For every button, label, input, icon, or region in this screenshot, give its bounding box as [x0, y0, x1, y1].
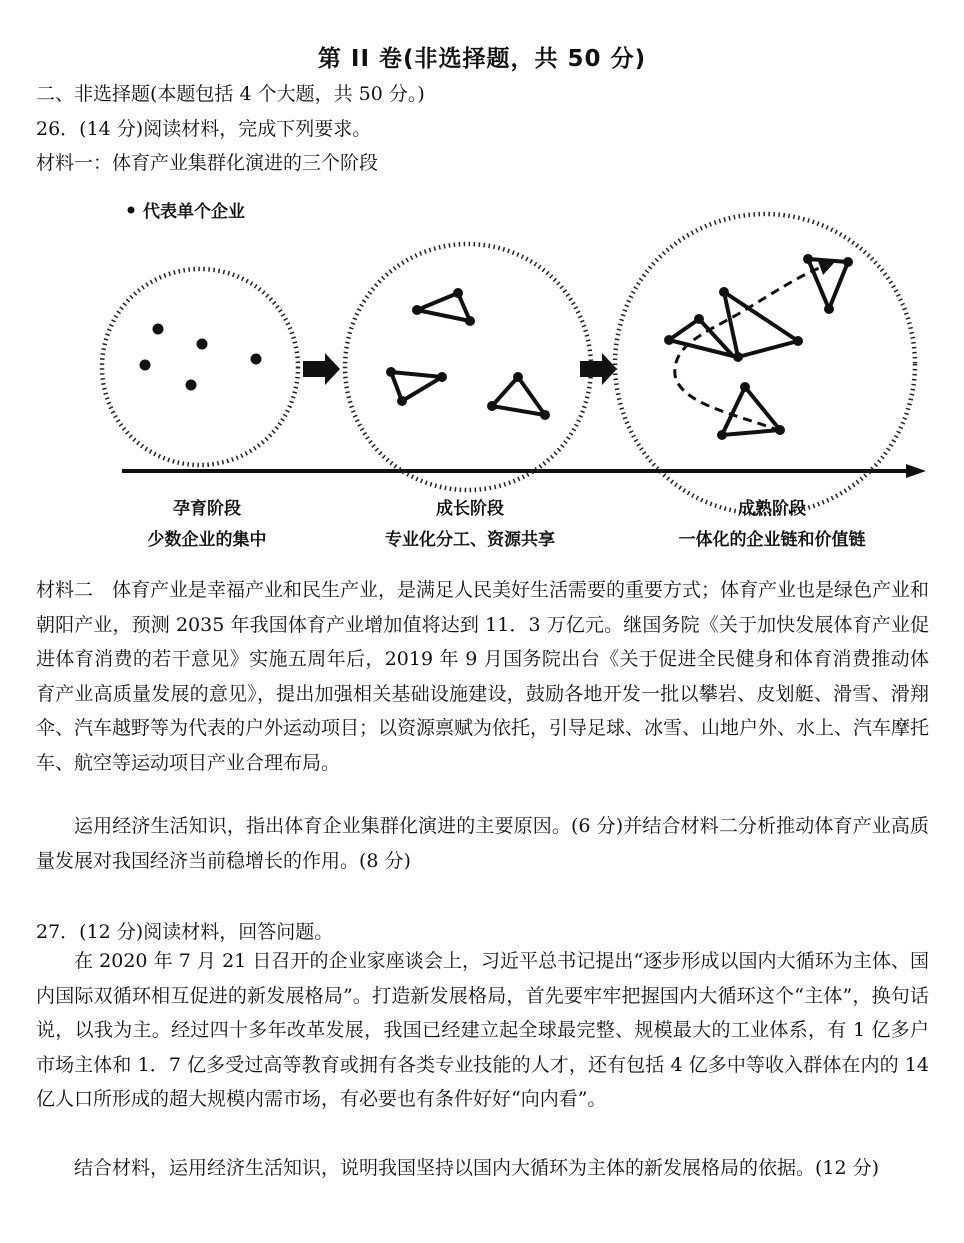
progress-arrow — [122, 464, 926, 478]
stage3-name: 成熟阶段 — [738, 499, 806, 519]
q27-material: 在 2020 年 7 月 21 日召开的企业家座谈会上，习近平总书记提出“逐步形成以国内大循环为主体、国内国际双循环相互促进的新发展格局”。打造新发展格局，首先要牢牢把握国内大循环这个“主体”，换句话说，以我为主。经过四十多年改革发展，我国已经建立起全球最完整、规模最大的工业体系，有 1 亿多户市场主体和 1．7 亿多受过高等教育或拥有各类专业技能的人才，还有包括 4 亿多中等收入群体在内的 14 亿人口所形成的超大规模内需市场，有必要也有条件好好“向内看”。 — [36, 950, 929, 1111]
q27-question: 结合材料，运用经济生活知识，说明我国坚持以国内大循环为主体的新发展格局的依据。(12 分) — [74, 1157, 880, 1179]
stage1-desc: 少数企业的集中 — [147, 530, 267, 550]
part-heading: 二、非选择题(本题包括 4 个大题，共 50 分。) — [36, 83, 425, 105]
legend — [128, 201, 246, 222]
legend-label: 代表单个企业 — [143, 202, 245, 222]
q26-question: 运用经济生活知识，指出体育企业集群化演进的主要原因。(6 分)并结合材料二分析推动体育产业高质量发展对我国经济当前稳增长的作用。(8 分) — [36, 815, 929, 872]
stage1-circle — [102, 269, 298, 465]
stage-arrow-icon — [303, 353, 340, 385]
material1-title: 材料一：体育产业集群化演进的三个阶段 — [36, 152, 379, 174]
stage2-name: 成长阶段 — [436, 499, 504, 519]
q27-header: 27．(12 分)阅读材料，回答问题。 — [36, 921, 334, 943]
stage3-desc: 一体化的企业链和价值链 — [678, 530, 866, 550]
stage2-circle — [345, 244, 591, 490]
stage2-desc: 专业化分工、资源共享 — [385, 530, 555, 550]
material2-text: 材料二 体育产业是幸福产业和民生产业，是满足人民美好生活需要的重要方式；体育产业也是绿色产业和朝阳产业，预测 2035 年我国体育产业增加值将达到 11．3 万亿元。继国务院《关于加快发展体育产业促进体育消费的若干意见》实施五周年后，2019 年 9 月国务院出台《关于促进全民健身和体育消费推动体育产业高质量发展的意见》，提出加强相关基础设施建设，鼓励各地开发一批以攀岩、皮划艇、滑雪、滑翔伞、汽车越野等为代表的户外运动项目；以资源禀赋为依托，引导足球、冰雪、山地户外、水上、汽车摩托车、航空等运动项目产业合理布局。 — [36, 579, 930, 774]
stage1-name: 孕育阶段 — [173, 499, 241, 519]
stage-arrow-icon — [580, 353, 617, 385]
legend-dot-icon — [128, 207, 135, 214]
cluster-evolution-diagram — [0, 185, 964, 565]
section-title: 第 II 卷(非选择题，共 50 分) — [317, 46, 647, 72]
q26-header: 26．(14 分)阅读材料，完成下列要求。 — [36, 118, 372, 140]
